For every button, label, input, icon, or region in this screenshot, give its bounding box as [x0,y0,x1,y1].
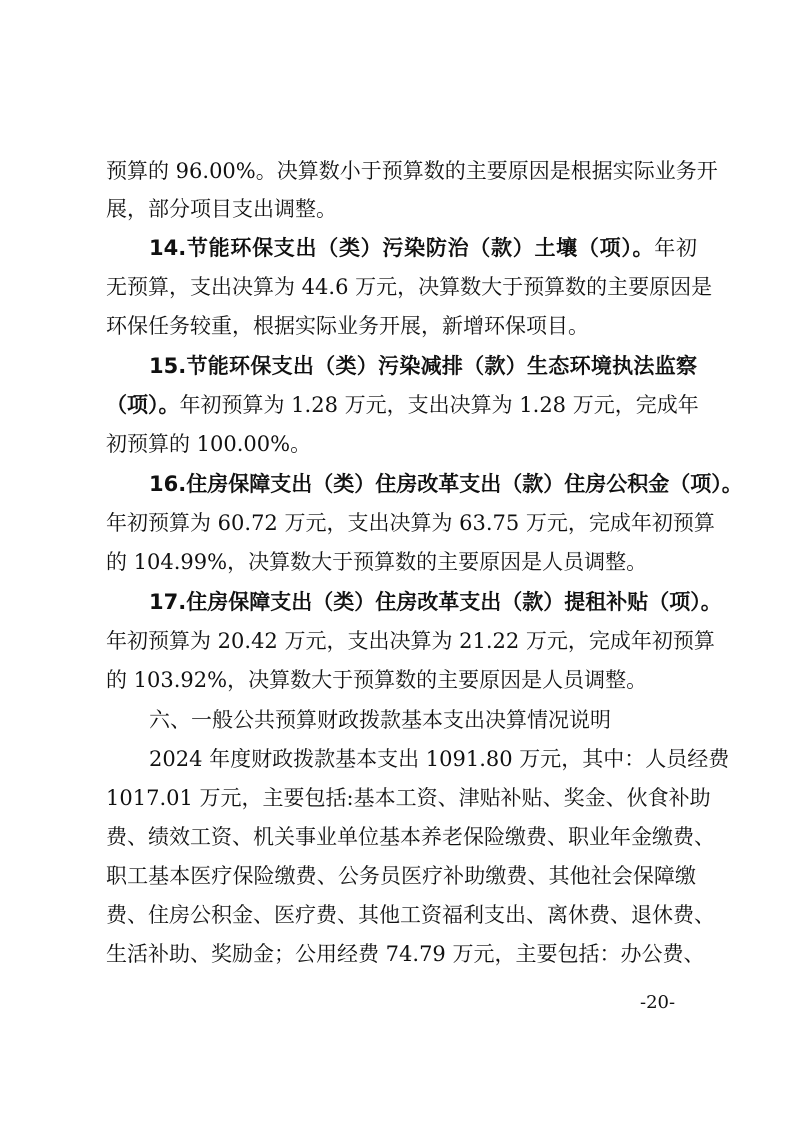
item-14-title: 14.节能环保支出（类）污染防治（款）土壤（项）。 [149,236,655,260]
paragraph-line: 年初预算为 60.72 万元，支出决算为 63.75 万元，完成年初预算 [106,511,715,535]
paragraph-line: 2024 年度财政拨款基本支出 1091.80 万元，其中：人员经费 [149,747,730,771]
item-16-title: 16.住房保障支出（类）住房改革支出（款）住房公积金（项）。 [149,472,743,496]
paragraph-line: 无预算，支出决算为 44.6 万元，决算数大于预算数的主要原因是 [106,275,713,299]
paragraph-line: 的 104.99%，决算数大于预算数的主要原因是人员调整。 [106,550,648,574]
paragraph-line: 年初预算为 20.42 万元，支出决算为 21.22 万元，完成年初预算 [106,629,715,653]
paragraph-line: 生活补助、奖励金；公用经费 74.79 万元，主要包括：办公费、 [106,942,705,966]
paragraph-line: 环保任务较重，根据实际业务开展，新增环保项目。 [106,314,589,338]
paragraph-line: 职工基本医疗保险缴费、公务员医疗补助缴费、其他社会保障缴 [106,864,696,888]
paragraph-line: 的 103.92%，决算数大于预算数的主要原因是人员调整。 [106,668,648,692]
item-16-heading-line [149,470,743,498]
paragraph-line: 费、住房公积金、医疗费、其他工资福利支出、离休费、退休费、 [106,903,715,927]
paragraph-line: 展，部分项目支出调整。 [106,197,337,221]
item-14-heading-line: 14.节能环保支出（类）污染防治（款）土壤（项）。年初 [149,236,698,260]
paragraph-line: 预算的 96.00%。决算数小于预算数的主要原因是根据实际业务开 [106,159,718,183]
paragraph-line: （项）。年初预算为 1.28 万元，支出决算为 1.28 万元，完成年 [106,393,699,417]
paragraph-line: 1017.01 万元，主要包括:基本工资、津贴补贴、奖金、伙食补助 [106,786,711,810]
paragraph-line: 费、绩效工资、机关事业单位基本养老保险缴费、职业年金缴费、 [106,825,715,849]
item-15-heading-line [149,352,697,380]
section-6-heading: 六、一般公共预算财政拨款基本支出决算情况说明 [149,708,611,732]
item-15-title: 15.节能环保支出（类）污染减排（款）生态环境执法监察 [149,354,697,378]
item-17-heading-line [149,588,722,616]
page-number: -20- [640,992,676,1013]
paragraph-line: 初预算的 100.00%。 [106,432,312,456]
item-17-title: 17.住房保障支出（类）住房改革支出（款）提租补贴（项）。 [149,590,722,614]
